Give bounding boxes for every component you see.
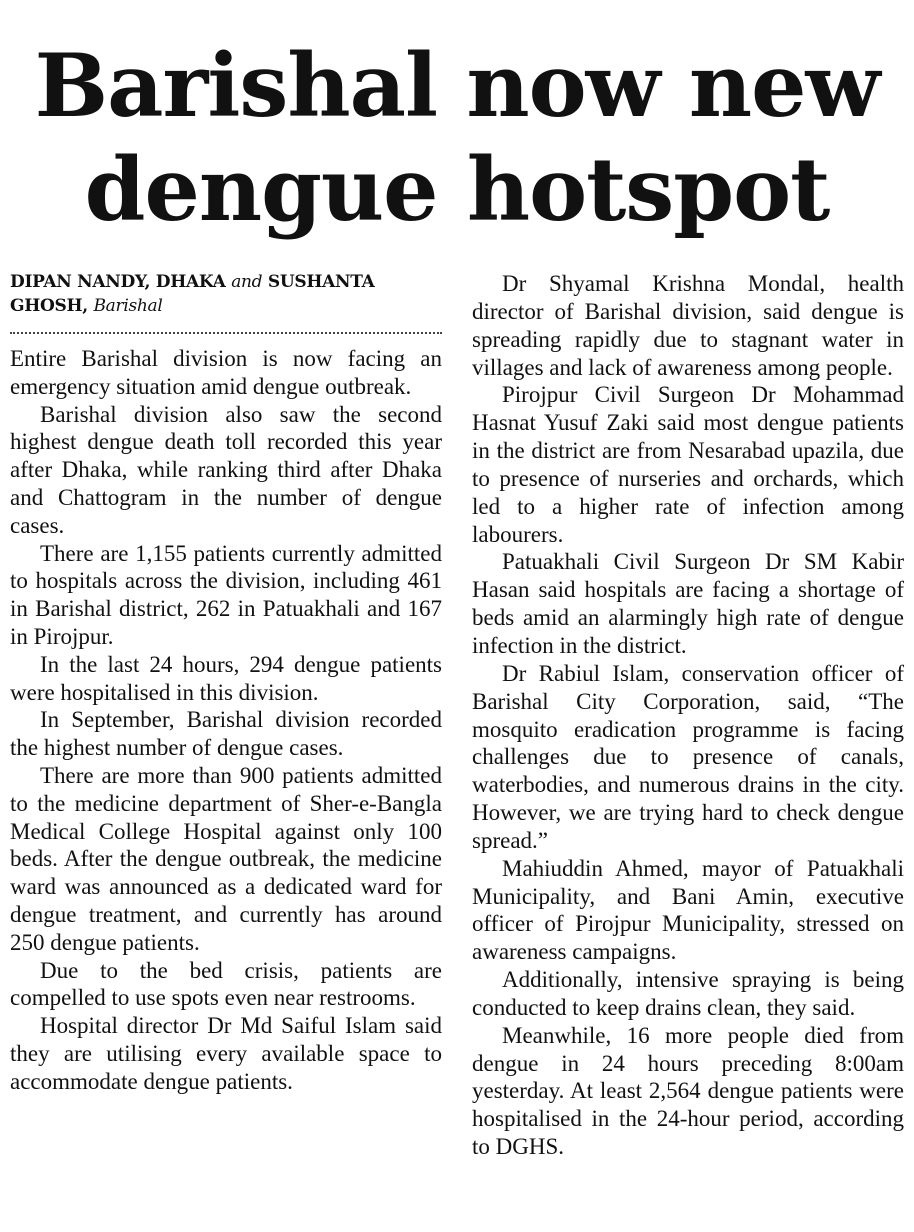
paragraph: Patuakhali Civil Surgeon Dr SM Kabir Hasan said hospitals are facing a shortage of beds amid an alarmingly high rate of dengue infection in the district. bbox=[472, 549, 904, 658]
byline-location: Barishal bbox=[93, 296, 163, 316]
byline-author-2: SUSHANTA GHOSH, bbox=[10, 272, 375, 316]
paragraph: Dr Rabiul Islam, conservation officer of Barishal City Corporation, said, “The mosquito eradication programme is facing challenges due to presence of canals, waterbodies, and numerous drains in the city. However, we are trying hard to check dengue spread.” bbox=[472, 660, 904, 853]
paragraph: Due to the bed crisis, patients are compelled to use spots even near restrooms. bbox=[10, 957, 442, 1011]
paragraph: Dr Shyamal Krishna Mondal, health director of Barishal division, said dengue is spreading rapidly due to stagnant water in villages and lack of awareness among people. bbox=[472, 271, 904, 380]
paragraph: There are 1,155 patients currently admitted to hospitals across the division, including 461 in Barishal district, 262 in Patuakhali and 167 in Pirojpur. bbox=[10, 540, 442, 649]
paragraph: In the last 24 hours, 294 dengue patients were hospitalised in this division. bbox=[10, 651, 442, 705]
right-column bbox=[472, 270, 904, 1161]
byline-divider bbox=[10, 332, 442, 334]
byline bbox=[10, 270, 442, 320]
paragraph: In September, Barishal division recorded the highest number of dengue cases. bbox=[10, 707, 442, 761]
byline-and: and bbox=[231, 272, 263, 292]
headline: Barishal now new dengue hotspot bbox=[34, 34, 880, 241]
paragraph: Pirojpur Civil Surgeon Dr Mohammad Hasnat Yusuf Zaki said most dengue patients in the district are from Nesarabad upazila, due to presence of nurseries and orchards, which led to a higher rate of infection among labourers. bbox=[472, 382, 904, 547]
paragraph: Hospital director Dr Md Saiful Islam said they are utilising every available space to accommodate dengue patients. bbox=[10, 1013, 442, 1094]
byline-author-1: DIPAN NANDY, DHAKA bbox=[10, 272, 226, 292]
paragraph: Meanwhile, 16 more people died from dengue in 24 hours preceding 8:00am yesterday. At least 2,564 dengue patients were hospitalised in the 24-hour period, according to DGHS. bbox=[472, 1022, 904, 1160]
paragraph: Barishal division also saw the second highest dengue death toll recorded this year after Dhaka, while ranking third after Dhaka and Chattogram in the number of dengue cases. bbox=[10, 401, 442, 538]
paragraph: Additionally, intensive spraying is being conducted to keep drains clean, they said. bbox=[472, 967, 904, 1020]
left-column bbox=[10, 270, 442, 1096]
paragraph: Mahiuddin Ahmed, mayor of Patuakhali Municipality, and Bani Amin, executive officer of Pirojpur Municipality, stressed on awareness campaigns. bbox=[472, 855, 904, 965]
paragraph: Entire Barishal division is now facing an emergency situation amid dengue outbreak. bbox=[10, 346, 442, 399]
paragraph: There are more than 900 patients admitted to the medicine department of Sher-e-Bangla Medical College Hospital against only 100 beds. After the dengue outbreak, the medicine ward was announced as a dedicated ward for dengue treatment, and currently has around 250 dengue patients. bbox=[10, 762, 442, 955]
